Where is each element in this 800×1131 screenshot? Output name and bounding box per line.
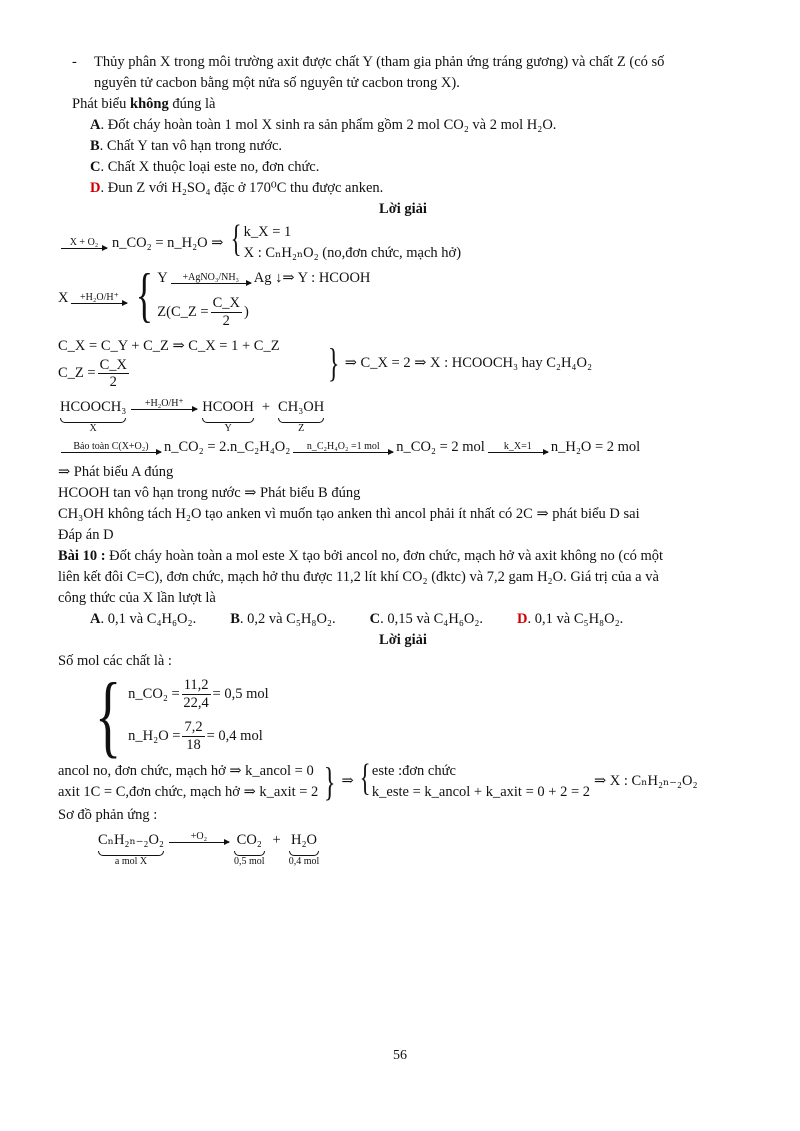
page-number: 56 [393, 1048, 407, 1063]
problem-10-stem-line: liên kết đôi C=C), đơn chức, mạch hở thu được 11,2 lít khí CO₂ (đktc) và 7,2 gam H₂O. Giá trị của a và [58, 568, 659, 585]
moles-system: { n_CO₂ = $\frac{11,2}{22,4}$ = 0,5 mol n_H₂O = $\frac{7,2}{18}$ = 0,4 mol [94, 664, 269, 767]
option-d: D. 0,1 và C₅H₈O₂. [517, 611, 624, 628]
problem-10-stem: Bài 10 : Đốt cháy hoàn toàn a mol este X tạo bởi ancol no, đơn chức, mạch hở và axit không no (có một [58, 547, 664, 564]
option-d: D. Đun Z với H₂SO₄ đặc ở 170⁰C thu được anken. [90, 180, 384, 197]
bullet-item [58, 52, 748, 94]
option-a: A. Đốt cháy hoàn toàn 1 mol X sinh ra sản phẩm gồm 2 mol CO₂ và 2 mol H₂O. [90, 117, 557, 134]
option-b: B. 0,2 và C₅H₈O₂. [230, 611, 336, 628]
problem-10-options [58, 609, 748, 630]
bullet-line: Thủy phân X trong môi trường axit được chất Y (tham gia phản ứng tráng gương) và chất Z (có số [94, 54, 665, 70]
conclusion-a: ⇒ Phát biểu A đúng [58, 463, 174, 480]
equation-1: X + O₂ n_CO₂ = n_H₂O ⇒ { k_X = 1 X : CₙH₂ₙO₂ (no,đơn chức, mạch hở) [58, 222, 748, 264]
option-a: A. 0,1 và C₄H₆O₂. [90, 611, 197, 628]
document-page [58, 52, 748, 868]
reaction-arrow: X + O₂ [61, 238, 107, 249]
equation-4: HCOOCH₃ X +H₂O/H⁺ HCOOH Y + CH₃OH Z [60, 397, 325, 434]
solution-heading: Lời giải [379, 632, 427, 649]
scheme-intro: Sơ đồ phản ứng : [58, 806, 158, 823]
moles-intro: Số mol các chất là : [58, 653, 172, 670]
problem-10-stem-line: công thức của X lần lượt là [58, 590, 216, 606]
conclusion-b: HCOOH tan vô hạn trong nước ⇒ Phát biểu B đúng [58, 484, 361, 501]
reaction-arrow: +H₂O/H⁺ [71, 293, 127, 304]
conclusion-d: CH₃OH không tách H₂O tạo anken vì muốn tạo anken thì ancol phải ít nhất có 2C ⇒ phát biểu D sai [58, 505, 640, 522]
bullet-line: nguyên tử cacbon bằng một nửa số nguyên tử cacbon trong X). [94, 75, 460, 92]
bullet-dash: - [72, 54, 77, 70]
equation-5: Bảo toàn C(X+O₂) n_CO₂ = 2.n_C₂H₄O₂ n_C₂H₄O₂ =1 mol n_CO₂ = 2 mol k_X=1 n_H₂O = 2 mol [58, 437, 748, 458]
question-stem: Phát biểu không đúng là [72, 96, 216, 113]
equation-3: C_X = C_Y + C_Z ⇒ C_X = 1 + C_Z C_Z = $\frac{C\_X}{2}$ } ⇒ C_X = 2 ⇒ X : HCOOCH₃ hay C₂H₄O₂ [58, 337, 593, 391]
reaction-scheme: CₙH₂ₙ₋₂O₂ a mol X +O₂ CO₂ 0,5 mol + H₂O 0,4 mol [98, 830, 320, 867]
k-analysis: ancol no, đơn chức, mạch hở ⇒ k_ancol = 0 axit 1C = C,đơn chức, mạch hở ⇒ k_axit = 2 } ⇒ { este :đơn chức k_este = k_ancol + k_axit = 0 + 2 = 2 ⇒ X : CₙH₂ₙ₋₂O₂ [58, 756, 698, 804]
answer: Đáp án D [58, 526, 114, 543]
equation-2: X +H₂O/H⁺ { Y +AgNO₃/NH₃ Ag ↓⇒ Y : HCOOH Z(C_Z = $\frac{C\_X}{2}$ ) [58, 262, 371, 329]
solution-heading: Lời giải [379, 201, 427, 218]
option-c: C. Chất X thuộc loại este no, đơn chức. [90, 159, 320, 176]
option-c: C. 0,15 và C₄H₆O₂. [369, 611, 484, 628]
option-b: B. Chất Y tan vô hạn trong nước. [90, 138, 283, 155]
